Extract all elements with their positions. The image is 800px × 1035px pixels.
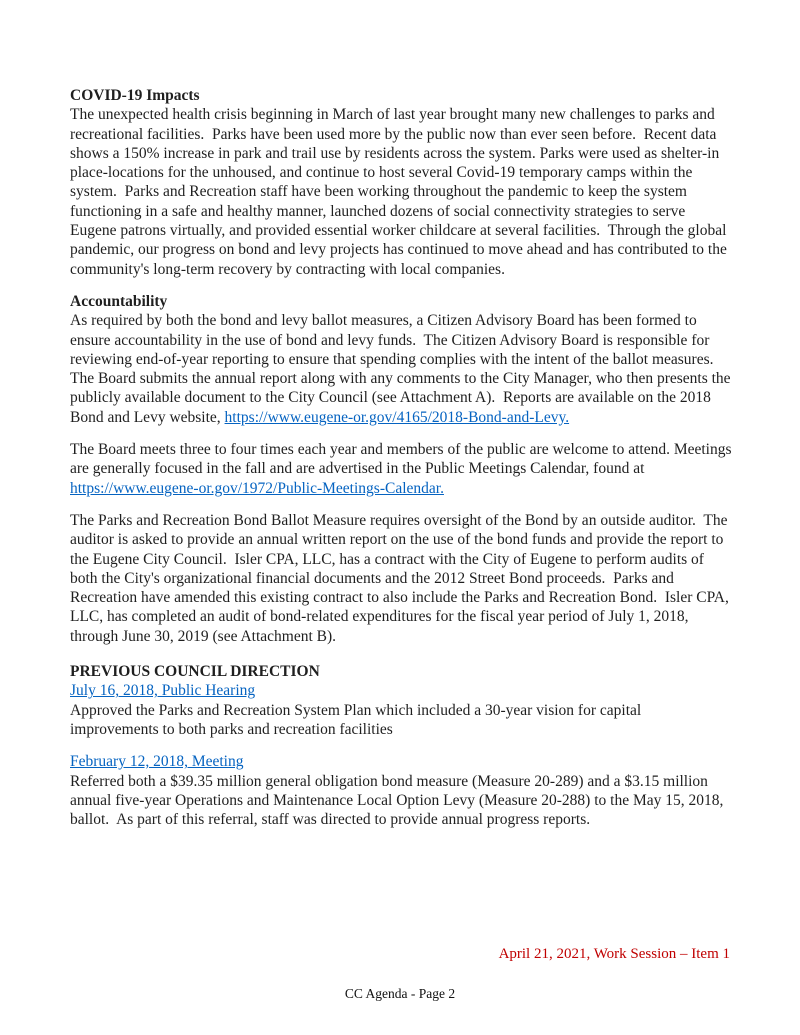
- council-direction-entry-july-2018: [70, 681, 733, 739]
- entry-body: [70, 701, 733, 740]
- paragraph-text: Referred both a $39.35 million general obligation bond measure (Measure 20-289) and a $3.15 million annual five-year Operations and Maintenance Local Option Levy (Measure 20-288) to the May 15, 2018, ballot. As part of this referral, staff was directed to provide annual progress reports.: [70, 772, 728, 829]
- paragraph-text: The unexpected health crisis beginning in March of last year brought many new challenges to parks and recreational facilities. Parks have been used more by the public now than ever seen before. Recent data shows a 150% increase in park and trail use by residents across the system. Parks were used as shelter-in place-locations for the unhoused, and continue to host several Covid-19 temporary camps within the system. Parks and Recreation staff have been working throughout the pandemic to keep the system functioning in a safe and healthy manner, launched dozens of social connectivity strategies to serve Eugene patrons virtually, and provided essential worker childcare at several facilities. Through the global pandemic, our progress on bond and levy projects has continued to move ahead and has contributed to the community's long-term recovery by contracting with local companies.: [70, 106, 731, 278]
- covid19-impacts-heading: COVID-19 Impacts: [70, 87, 200, 104]
- accountability-paragraph-2: [70, 440, 736, 498]
- covid19-impacts-paragraph: [70, 105, 733, 279]
- entry-body: [70, 772, 733, 830]
- public-meetings-calendar-link[interactable]: https://www.eugene-or.gov/1972/Public-Meetings-Calendar.: [70, 479, 444, 497]
- entry-link-line: [70, 752, 733, 771]
- accountability-paragraph-1: [70, 311, 733, 427]
- page-footer-label: CC Agenda - Page 2: [344, 986, 456, 1001]
- council-direction-entry-february-2018: [70, 752, 733, 829]
- previous-council-direction-heading: PREVIOUS COUNCIL DIRECTION: [70, 663, 320, 681]
- section-previous-council-direction: [70, 662, 733, 829]
- bond-and-levy-website-link[interactable]: https://www.eugene-or.gov/4165/2018-Bond-and-Levy.: [224, 408, 570, 426]
- document-content: [70, 86, 736, 842]
- section-covid19-impacts: [70, 86, 733, 279]
- july-16-2018-public-hearing-link[interactable]: July 16, 2018, Public Hearing: [70, 682, 256, 700]
- work-session-note: April 21, 2021, Work Session – Item 1: [498, 946, 730, 962]
- accountability-paragraph-3: [70, 511, 733, 646]
- paragraph-text: Approved the Parks and Recreation System Plan which included a 30-year vision for capital improvements to both parks and recreation facilities: [70, 701, 646, 738]
- accountability-heading: Accountability: [70, 292, 168, 310]
- february-12-2018-meeting-link[interactable]: February 12, 2018, Meeting: [70, 753, 244, 771]
- paragraph-text: As required by both the bond and levy ballot measures, a Citizen Advisory Board has been formed to ensure accountability in the use of bond and levy funds. The Citizen Advisory Board is responsible for reviewing end-of-year reporting to ensure that spending complies with the intent of the ballot measures. The Board submits the annual report along with any comments to the City Manager, who then presents the publicly available document to the City Council (see Attachment A). Reports are available on the 2018 Bond and Levy website,: [70, 312, 735, 426]
- section-accountability: [70, 292, 736, 646]
- paragraph-text: The Board meets three to four times each year and members of the public are welcome to attend. Meetings are generally focused in the fall and are advertised in the Public Meetings Calendar, found at: [70, 441, 736, 478]
- entry-link-line: [70, 681, 733, 700]
- paragraph-text: The Parks and Recreation Bond Ballot Measure requires oversight of the Bond by an outside auditor. The auditor is asked to provide an annual written report on the use of the bond funds and provide the report to the Eugene City Council. Isler CPA, LLC, has a contract with the City of Eugene to perform audits of both the City's organizational financial documents and the 2012 Street Bond proceeds. Parks and Recreation have amended this existing contract to also include the Parks and Recreation Bond. Isler CPA, LLC, has completed an audit of bond-related expenditures for the fiscal year period of July 1, 2018, through June 30, 2019 (see Attachment B).: [70, 511, 733, 645]
